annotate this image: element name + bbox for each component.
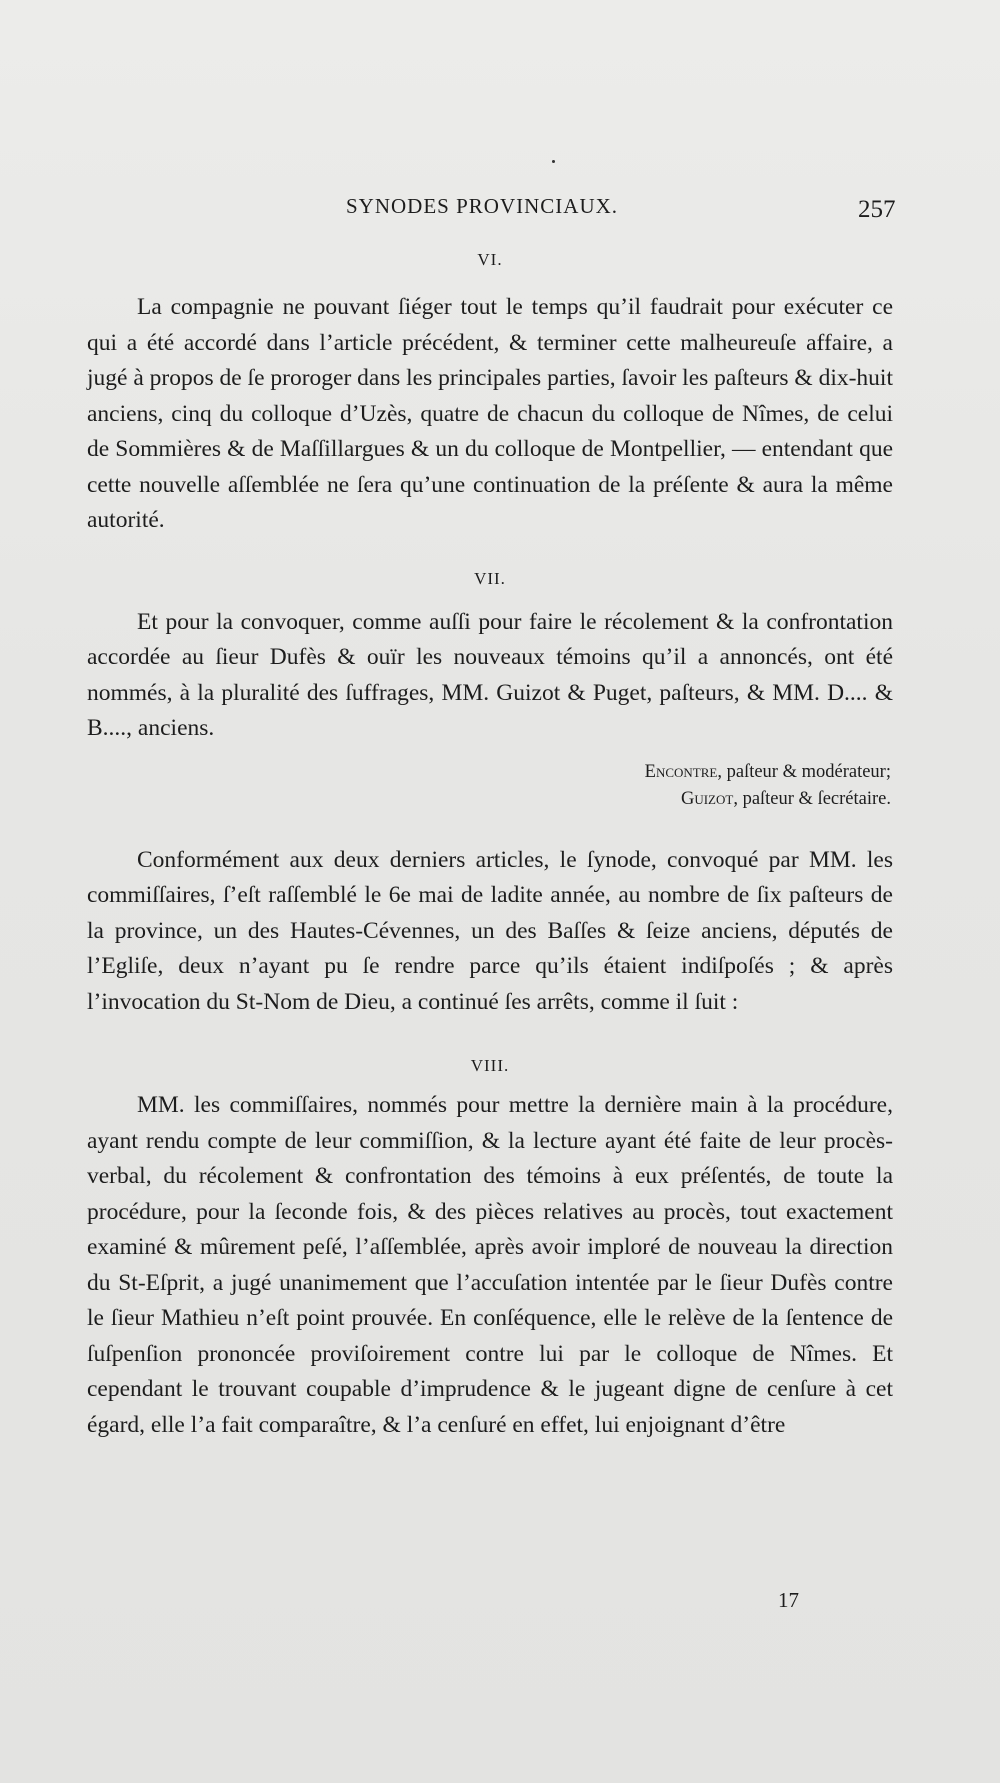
text-block [87,240,893,1443]
signature-name: Guizot [680,788,734,809]
ink-speck [552,160,555,163]
paragraph-vii: Et pour la convoquer, comme auſſi pour faire le récolement & la confrontation accordée au ſieur Dufès & ouïr les nouveaux témoins qu’il a annoncés, ont été nommés, à la pluralité des ſuffrages, MM. Guizot & Puget, paſteurs, & MM. D.... & B...., anciens. [87,608,893,741]
signature-role: , paſteur & ſecrétaire. [733,788,891,809]
page-number: 257 [858,196,896,223]
signature-line-secretary [87,786,891,813]
signature-mark: 17 [778,1588,799,1612]
interlude-paragraph: Conformément aux deux derniers articles, le ſynode, convoqué par MM. les commiſſaires, ſ’eſt raſſemblé le 6e mai de ladite année, au nombre de ſix paſteurs de la province, un des Hautes-Cévennes, un des Baſſes & ſeize anciens, députés de l’Egliſe, deux n’ayant pu ſe rendre parce qu’ils étaient indiſpoſés ; & après l’invocation du St-Nom de Dieu, a continué ſes arrêts, comme il ſuit : [87,846,893,1015]
signature-name: Encontre [644,761,718,782]
signature-line-moderator [87,759,891,786]
paragraph-viii: MM. les commiſſaires, nommés pour mettre la dernière main à la procédure, ayant rendu compte de leur commiſſion, & la lecture ayant été faite de leur procès-verbal, du récolement & confrontation des témoins à eux préſentés, de toute la procédure, pour la ſeconde fois, & des pièces relatives au procès, tout exactement examiné & mûrement peſé, l’aſſemblée, après avoir imploré de nouveau la direction du St-Eſprit, a jugé unanimement que l’accuſation intentée par le ſieur Dufès contre le ſieur Mathieu n’eſt point prouvée. En conſéquence, elle le relève de la ſentence de ſuſpenſion prononcée proviſoirement contre lui par le colloque de Nîmes. Et cependant le trouvant coupable d’imprudence & le jugeant digne de cenſure à cet égard, elle l’a fait comparaître, & l’a cenſuré en effet, lui enjoignant d’être [87,1092,893,1438]
section-heading-viii: VIII. [470,1056,510,1075]
signature-block [87,759,893,813]
running-head [0,192,1000,228]
paragraph-vi: La compagnie ne pouvant ſiéger tout le temps qu’il faudrait pour exécuter ce qui a été accordé dans l’article précédent, & terminer cette malheureuſe affaire, a jugé à propos de ſe proroger dans les principales parties, ſavoir les paſteurs & dix-huit anciens, cinq du colloque d’Uzès, quatre de chacun du colloque de Nîmes, de celui de Sommières & de Maſſillargues & un du colloque de Montpellier, — entendant que cette nouvelle aſſemblée ne ſera qu’une continuation de la préſente & aura la même autorité. [87,294,893,533]
signature-role: , paſteur & modérateur; [717,761,891,782]
section-heading-vi: VI. [477,250,503,269]
running-title: SYNODES PROVINCIAUX. [346,194,619,218]
section-heading-vii: VII. [474,568,506,588]
